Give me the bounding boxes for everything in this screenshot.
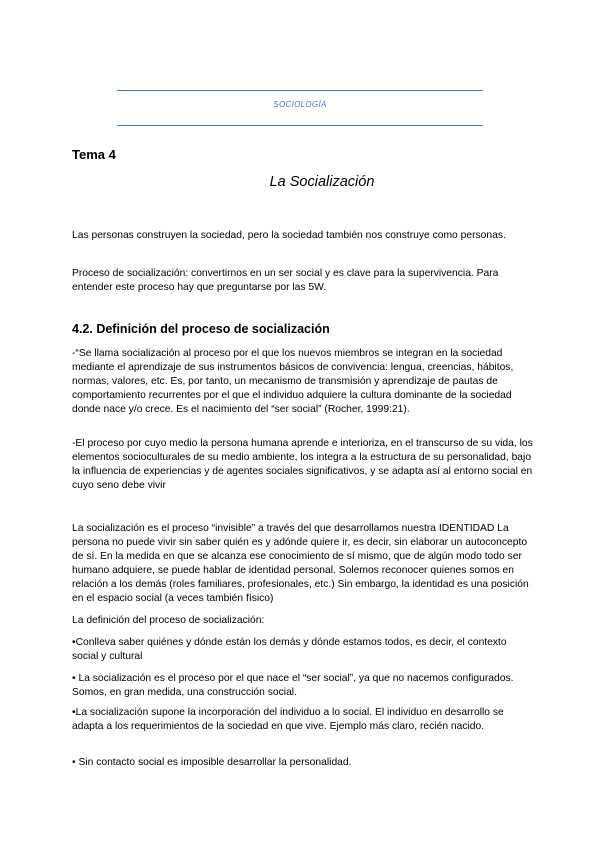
definition-text-1: -“Se llama socialización al proceso por el que los nuevos miembros se integran en la sociedad mediante el aprendizaje de sus instrumentos básicos de convivencia: lengua, creencias, hábitos, normas, valores, etc. Es, por tanto, un mecanismo de transmisión y aprendizaje de pautas de comportamiento recurrentes por el que el individuo adquiere la cultura dominante de la sociedad donde nace y/o crece. Es el nacimiento del “ser social” (Rocher, 1999:21).: [72, 348, 514, 415]
identity-paragraph: [72, 522, 534, 606]
bullet-item: [72, 636, 534, 664]
identity-text: La socialización es el proceso “invisible” a través del que desarrollamos nuestra IDENTIDAD La persona no puede vivir sin saber quién es y adónde quiere ir, es decir, sin elaborar un autoconcepto de sí. En la medida en que se alcanza ese conocimiento de sí mismo, que de algún modo todo ser humano adquiere, se puede hablar de identidad personal. Solemos reconocer quienes somos en relación a los demás (roles familiares, profesionales, etc.) Sin embargo, la identidad es una posición en el espacio social (a veces también físico): [72, 523, 529, 604]
bullet-item: [72, 706, 534, 734]
intro-text-2: Proceso de socialización: convertirnos en un ser social y es clave para la supervivencia. Para entender este proceso hay que preguntarse por las 5W.: [72, 268, 499, 293]
intro-paragraph-2: [72, 267, 534, 295]
header-rule-bottom: [117, 125, 483, 126]
bullet-item: [72, 672, 534, 700]
bullet-text-1: •Conlleva saber quiénes y dónde están los demás y dónde estamos todos, es decir, el contexto social y cultural: [72, 637, 507, 662]
definition-text-2: -El proceso por cuyo medio la persona humana aprende e interioriza, en el transcurso de su vida, los elementos socioculturales de su medio ambiente, los integra a la estructura de su personalidad, bajo la influencia de experiencias y de agentes sociales significativos, y se adapta así al entorno social en cuyo seno debe vivir: [72, 438, 533, 491]
bullet-text-2: • La socialización es el proceso por el que nace el “ser social”, ya que no nacemos configurados. Somos, en gran medida, una construcción social.: [72, 673, 514, 698]
bullet-text-3: •La socialización supone la incorporación del individuo a lo social. El individuo en desarrollo se adapta a los requerimientos de la sociedad en que vive. Ejemplo más claro, recién nacido.: [72, 707, 504, 732]
header-rule-top: [117, 90, 483, 91]
section-heading: 4.2. Definición del proceso de socialización: [72, 322, 330, 336]
bullet-text-4: • Sin contacto social es imposible desarrollar la personalidad.: [72, 757, 352, 768]
running-header: SOCIOLOGÍA: [273, 100, 327, 109]
page-title: La Socialización: [269, 174, 375, 190]
bullet-item: [72, 756, 534, 770]
definition-1: [72, 347, 534, 417]
definition-intro-text: La definición del proceso de socialización:: [72, 615, 265, 626]
intro-text-1: Las personas construyen la sociedad, pero la sociedad también nos construye como personas.: [72, 230, 506, 241]
definition-intro: [72, 614, 534, 628]
intro-paragraph-1: [72, 229, 534, 243]
topic-number: Tema 4: [72, 147, 116, 162]
definition-2: [72, 437, 534, 493]
